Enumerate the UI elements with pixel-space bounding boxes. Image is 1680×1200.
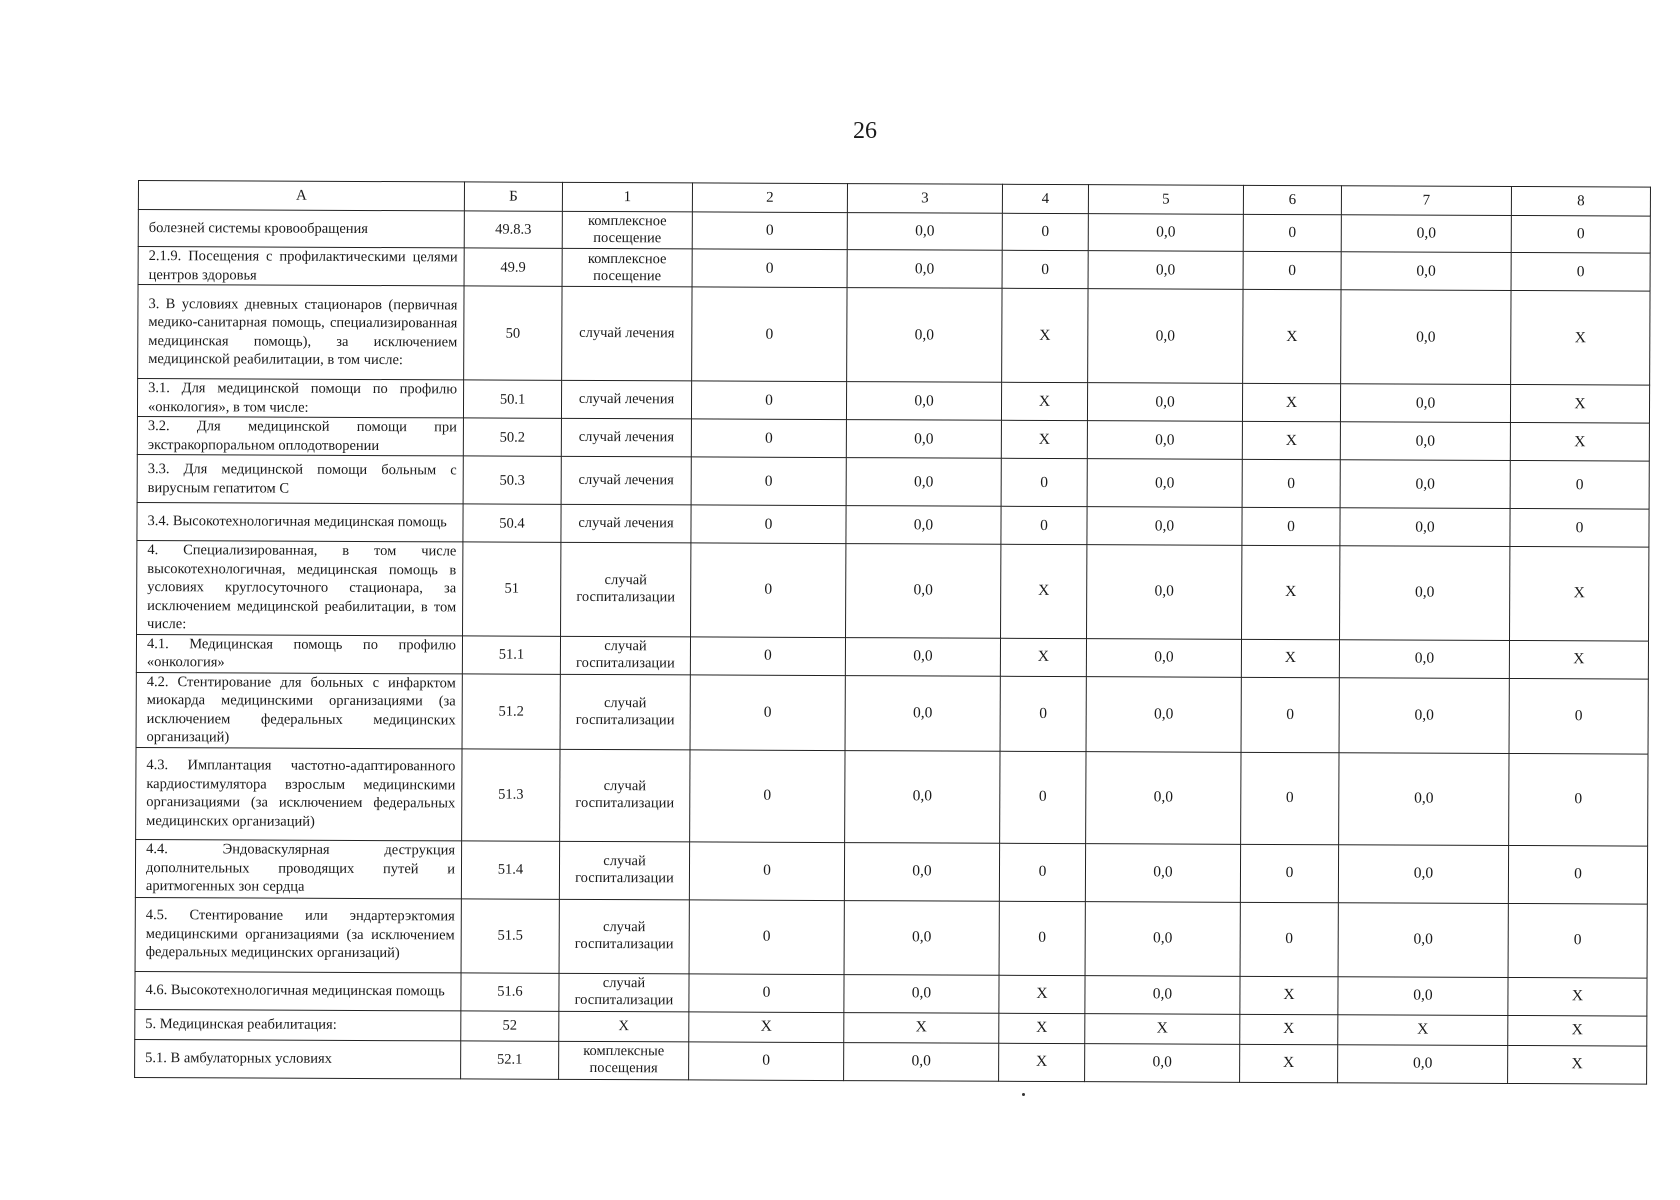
row-value-col7: 0,0 [1338, 1044, 1508, 1083]
row-value-col2: 0 [692, 287, 847, 382]
row-value-col5: 0,0 [1088, 214, 1243, 252]
row-value-col3: 0,0 [845, 675, 1000, 751]
row-value-col2: 0 [689, 899, 844, 974]
row-name: болезней системы кровообращения [138, 210, 464, 248]
row-value-col4: 0 [999, 901, 1085, 975]
row-value-col8: Х [1511, 290, 1650, 385]
row-value-col4: Х [1001, 420, 1087, 458]
row-value-col7: 0,0 [1341, 290, 1511, 385]
row-name: 5.1. В амбулаторных условиях [135, 1039, 461, 1078]
col-header-8: 8 [1511, 186, 1650, 216]
row-value-col8: 0 [1511, 215, 1650, 253]
row-value-col7: 0,0 [1339, 752, 1509, 845]
row-value-col7: 0,0 [1340, 422, 1510, 461]
row-value-col6: Х [1243, 289, 1341, 383]
row-unit: Х [559, 1011, 689, 1042]
row-code: 52 [461, 1010, 559, 1040]
row-value-col6: 0 [1243, 251, 1341, 289]
row-value-col5: 0,0 [1085, 1043, 1240, 1082]
table-row [137, 454, 1649, 509]
col-header-6: 6 [1243, 185, 1341, 214]
row-value-col3: 0,0 [844, 974, 999, 1013]
row-value-col3: 0,0 [847, 288, 1002, 383]
row-value-col8: 0 [1508, 903, 1647, 978]
row-value-col4: Х [1001, 544, 1087, 638]
row-value-col8: Х [1510, 422, 1649, 461]
table-row [137, 416, 1649, 461]
row-value-col3: 0,0 [844, 1042, 999, 1081]
row-unit: случай госпитализации [559, 973, 689, 1012]
row-unit: случай госпитализации [561, 542, 691, 636]
row-value-col2: 0 [690, 674, 845, 750]
row-value-col5: 0,0 [1087, 545, 1242, 639]
table-row [136, 672, 1648, 754]
row-value-col6: 0 [1240, 902, 1338, 976]
table-row [135, 971, 1647, 1016]
row-value-col8: Х [1509, 640, 1648, 679]
row-value-col5: Х [1085, 1013, 1240, 1044]
row-name: 3.2. Для медицинской помощи при экстракорпоральном оплодотворении [137, 416, 463, 455]
row-name: 4.3. Имплантация частотно-адаптированного кардиостимулятора взрослым медицинскими организациями (за исключением федеральных медицинских организаций) [136, 747, 462, 840]
row-unit: комплексные посещения [559, 1041, 689, 1080]
row-value-col5: 0,0 [1086, 638, 1241, 677]
row-name: 4.2. Стентирование для больных с инфарктом миокарда медицинскими организациями (за исключением федеральных медицинских организаций) [136, 672, 462, 748]
row-unit: случай лечения [561, 504, 691, 543]
row-value-col2: 0 [689, 1041, 844, 1080]
col-header-b: Б [464, 182, 562, 211]
row-value-col7: 0,0 [1341, 215, 1511, 253]
row-name: 3.1. Для медицинской помощи по профилю «онкология», в том числе: [137, 379, 463, 418]
table-row [136, 634, 1648, 679]
row-value-col8: Х [1510, 546, 1649, 640]
row-value-col6: 0 [1243, 214, 1341, 251]
row-value-col7: 0,0 [1340, 384, 1510, 423]
row-name: 4.5. Стентирование или эндартерэктомия медицинскими организациями (за исключением федеральных медицинских организаций) [135, 897, 461, 972]
row-value-col4: Х [1001, 382, 1087, 420]
row-name: 4. Специализированная, в том числе высокотехнологичная, медицинская помощь в условиях круглосуточного стационара, за исключением медицинской реабилитации, в том числе: [137, 540, 463, 635]
table-row [135, 897, 1647, 978]
row-value-col4: Х [999, 1043, 1085, 1081]
row-value-col8: Х [1508, 1045, 1647, 1084]
row-value-col6: 0 [1242, 459, 1340, 507]
row-value-col7: Х [1338, 1014, 1508, 1045]
row-value-col2: 0 [689, 973, 844, 1012]
table-row [135, 839, 1647, 904]
col-header-7: 7 [1341, 186, 1511, 216]
row-unit: случай госпитализации [560, 749, 690, 842]
row-value-col7: 0,0 [1338, 902, 1508, 977]
row-value-col2: 0 [691, 419, 846, 458]
row-value-col5: 0,0 [1085, 975, 1240, 1014]
row-code: 50 [464, 286, 562, 380]
row-value-col6: 0 [1241, 677, 1339, 752]
row-value-col4: Х [999, 1013, 1085, 1043]
row-value-col8: 0 [1510, 508, 1649, 547]
row-value-col6: 0 [1240, 844, 1338, 902]
row-name: 4.1. Медицинская помощь по профилю «онкология» [136, 634, 462, 673]
row-value-col6: Х [1240, 976, 1338, 1014]
row-unit: случай лечения [562, 286, 692, 381]
row-value-col2: Х [689, 1011, 844, 1042]
row-name: 3.3. Для медицинской помощи больным с вирусным гепатитом С [137, 454, 463, 503]
row-unit: случай госпитализации [560, 674, 690, 750]
data-table [134, 180, 1651, 1084]
row-value-col4: Х [1002, 288, 1088, 382]
row-value-col8: 0 [1510, 460, 1649, 509]
row-value-col5: 0,0 [1088, 289, 1243, 384]
row-value-col8: Х [1510, 384, 1649, 423]
col-header-4: 4 [1002, 184, 1088, 213]
scan-speck [1022, 1093, 1025, 1096]
table-row [135, 1039, 1647, 1084]
row-name: 5. Медицинская реабилитация: [135, 1009, 461, 1040]
row-value-col6: Х [1241, 639, 1339, 677]
row-unit: комплексное посещение [562, 211, 692, 249]
col-header-3: 3 [847, 184, 1002, 214]
row-value-col5: 0,0 [1088, 251, 1243, 290]
row-value-col4: 0 [1002, 213, 1088, 250]
row-value-col6: 0 [1241, 752, 1339, 844]
page-number: 26 [853, 118, 877, 144]
row-code: 51.6 [461, 972, 559, 1010]
row-unit: случай лечения [561, 380, 691, 419]
row-value-col5: 0,0 [1087, 459, 1242, 508]
row-value-col2: 0 [691, 457, 846, 506]
row-value-col8: Х [1508, 1015, 1647, 1046]
row-value-col8: 0 [1511, 252, 1650, 291]
row-code: 49.8.3 [464, 211, 562, 248]
row-value-col2: 0 [691, 381, 846, 420]
row-value-col4: Х [999, 975, 1085, 1013]
row-value-col4: 0 [1001, 506, 1087, 544]
table-row [138, 247, 1650, 292]
row-unit: случай лечения [561, 456, 691, 505]
row-value-col4: 0 [1001, 458, 1087, 506]
row-value-col3: 0,0 [844, 900, 999, 975]
row-code: 51 [463, 542, 561, 636]
col-header-1: 1 [562, 182, 692, 212]
row-value-col7: 0,0 [1339, 639, 1509, 678]
row-value-col7: 0,0 [1340, 460, 1510, 509]
row-code: 52.1 [461, 1040, 559, 1078]
row-unit: комплексное посещение [562, 248, 692, 287]
row-value-col2: 0 [691, 543, 846, 637]
col-header-2: 2 [692, 183, 847, 213]
row-value-col3: 0,0 [845, 750, 1000, 843]
row-code: 49.9 [464, 248, 562, 286]
row-code: 50.3 [463, 456, 561, 504]
row-value-col2: 0 [689, 841, 844, 900]
row-value-col4: 0 [1000, 676, 1086, 751]
row-value-col3: 0,0 [846, 420, 1001, 459]
row-value-col8: 0 [1508, 845, 1647, 904]
row-value-col5: 0,0 [1085, 901, 1240, 976]
row-value-col3: 0,0 [846, 544, 1001, 638]
row-code: 50.2 [463, 418, 561, 456]
row-value-col2: 0 [692, 249, 847, 288]
row-code: 51.5 [461, 898, 559, 972]
row-value-col3: Х [844, 1012, 999, 1043]
row-code: 51.2 [462, 673, 560, 748]
row-code: 50.1 [463, 380, 561, 418]
row-value-col6: Х [1240, 1014, 1338, 1044]
row-value-col4: 0 [999, 843, 1085, 901]
row-code: 51.3 [462, 748, 560, 840]
table-row [137, 540, 1649, 640]
row-unit: случай госпитализации [559, 841, 689, 900]
row-value-col5: 0,0 [1085, 843, 1240, 902]
row-value-col6: Х [1240, 1044, 1338, 1082]
data-table-container [134, 180, 1650, 1084]
row-value-col7: 0,0 [1341, 252, 1511, 291]
table-row [137, 502, 1649, 547]
col-header-5: 5 [1088, 185, 1243, 215]
row-name: 3.4. Высокотехнологичная медицинская помощь [137, 502, 463, 541]
row-value-col2: 0 [692, 212, 847, 250]
row-value-col6: Х [1242, 383, 1340, 421]
row-value-col2: 0 [690, 636, 845, 675]
row-value-col3: 0,0 [846, 382, 1001, 421]
row-unit: случай лечения [561, 418, 691, 457]
row-unit: случай госпитализации [559, 899, 689, 974]
row-unit: случай госпитализации [560, 636, 690, 675]
row-value-col5: 0,0 [1086, 676, 1241, 752]
col-header-a: А [138, 181, 464, 211]
row-value-col7: 0,0 [1340, 546, 1510, 640]
row-value-col3: 0,0 [847, 250, 1002, 289]
row-code: 51.1 [462, 635, 560, 673]
row-code: 51.4 [461, 840, 559, 898]
row-name: 3. В условиях дневных стационаров (первичная медико-санитарная помощь, специализированная медицинская помощь), за исключением медицинской реабилитации, в том числе: [138, 285, 464, 380]
row-value-col6: Х [1242, 545, 1340, 639]
row-value-col3: 0,0 [847, 213, 1002, 251]
table-row [137, 379, 1649, 424]
row-value-col6: 0 [1242, 507, 1340, 545]
table-row [136, 747, 1648, 846]
row-value-col7: 0,0 [1338, 844, 1508, 903]
row-value-col8: 0 [1509, 678, 1648, 754]
row-name: 4.4. Эндоваскулярная деструкция дополнительных проводящих путей и аритмогенных зон сердца [135, 839, 461, 898]
row-value-col3: 0,0 [845, 637, 1000, 676]
row-value-col2: 0 [690, 749, 845, 842]
row-value-col4: Х [1000, 638, 1086, 676]
row-value-col8: Х [1508, 977, 1647, 1016]
row-value-col4: 0 [1002, 250, 1088, 288]
row-value-col3: 0,0 [844, 842, 999, 901]
row-value-col4: 0 [1000, 751, 1086, 843]
row-value-col5: 0,0 [1087, 421, 1242, 460]
row-value-col5: 0,0 [1087, 507, 1242, 546]
row-value-col3: 0,0 [846, 506, 1001, 545]
row-value-col5: 0,0 [1087, 383, 1242, 422]
row-value-col7: 0,0 [1340, 508, 1510, 547]
row-value-col6: Х [1242, 421, 1340, 459]
row-name: 2.1.9. Посещения с профилактическими целями центров здоровья [138, 247, 464, 286]
row-value-col5: 0,0 [1086, 751, 1241, 844]
row-name: 4.6. Высокотехнологичная медицинская помощь [135, 971, 461, 1010]
row-value-col3: 0,0 [846, 458, 1001, 507]
row-value-col7: 0,0 [1339, 677, 1509, 753]
row-code: 50.4 [463, 504, 561, 542]
row-value-col2: 0 [691, 505, 846, 544]
table-row [138, 285, 1650, 386]
row-value-col8: 0 [1509, 753, 1648, 846]
row-value-col7: 0,0 [1338, 976, 1508, 1015]
